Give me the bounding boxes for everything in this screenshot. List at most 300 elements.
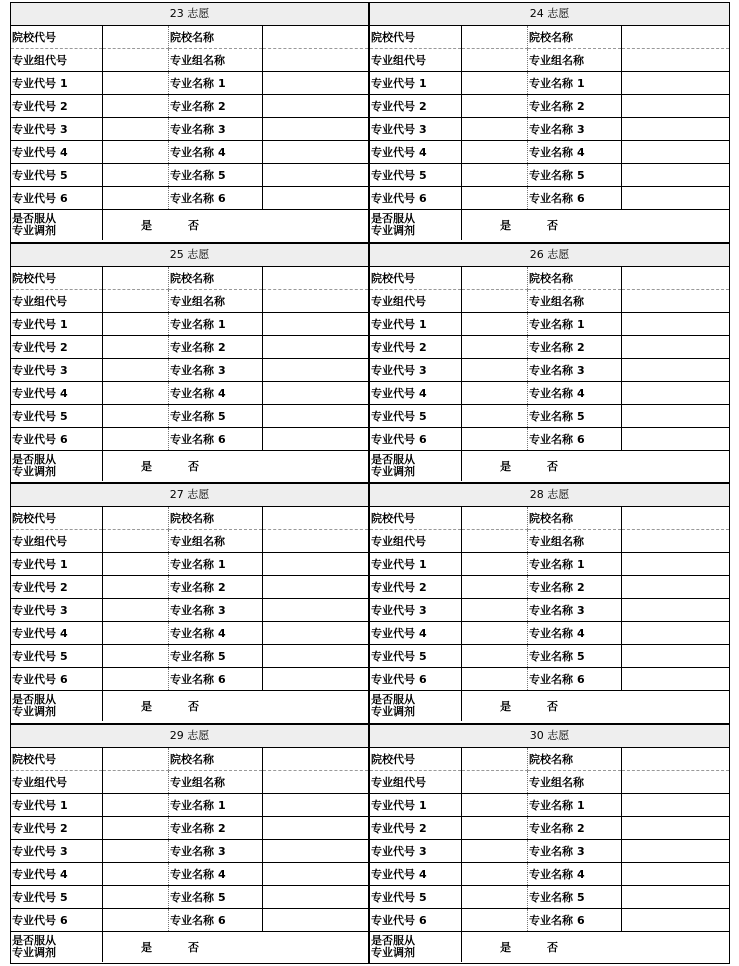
major-row — [11, 118, 368, 141]
major-code-field[interactable] — [462, 668, 528, 691]
major-name-field[interactable] — [263, 381, 369, 404]
major-code-field[interactable] — [462, 816, 528, 839]
major-code-field[interactable] — [462, 553, 528, 576]
major-code-field[interactable] — [462, 885, 528, 908]
group-row — [370, 770, 729, 793]
group-name-field[interactable] — [622, 770, 730, 793]
major-code-field[interactable] — [103, 404, 169, 427]
major-row — [11, 839, 368, 862]
major-name-prefix: 专业名称 — [170, 146, 214, 159]
school-code-field[interactable] — [103, 748, 169, 771]
major-name-prefix: 专业名称 — [529, 169, 573, 182]
major-index: 1 — [577, 798, 585, 812]
major-name-field[interactable] — [622, 908, 730, 931]
major-code-field[interactable] — [462, 312, 528, 335]
major-index: 2 — [577, 821, 585, 835]
major-name-field[interactable] — [263, 335, 369, 358]
wish-table — [11, 267, 368, 481]
major-code-field[interactable] — [103, 839, 169, 862]
school-row — [11, 507, 368, 530]
major-code-label — [11, 622, 103, 645]
major-code-label — [11, 187, 103, 210]
school-name-field[interactable] — [263, 748, 369, 771]
major-code-field[interactable] — [103, 622, 169, 645]
major-name-field[interactable] — [622, 164, 730, 187]
major-row — [11, 95, 368, 118]
major-code-prefix: 专业代号 — [12, 432, 56, 446]
major-name-field[interactable] — [622, 839, 730, 862]
major-code-field[interactable] — [103, 645, 169, 668]
major-row — [11, 885, 368, 908]
major-name-field[interactable] — [622, 599, 730, 622]
school-code-field[interactable] — [462, 507, 528, 530]
major-name-field[interactable] — [263, 839, 369, 862]
adjust-yes-option[interactable]: 是 — [500, 700, 511, 713]
major-name-field[interactable] — [622, 793, 730, 816]
major-name-label — [169, 622, 263, 645]
major-code-field[interactable] — [462, 164, 528, 187]
adjust-row — [11, 931, 368, 962]
adjust-row — [370, 210, 729, 241]
major-index: 1 — [218, 317, 226, 331]
major-row — [370, 427, 729, 450]
major-name-prefix: 专业名称 — [170, 363, 214, 377]
major-code-field[interactable] — [103, 312, 169, 335]
major-index: 3 — [577, 604, 585, 617]
major-name-field[interactable] — [263, 404, 369, 427]
school-name-field[interactable] — [622, 748, 730, 771]
major-name-prefix: 专业名称 — [529, 673, 573, 686]
major-name-field[interactable] — [263, 599, 369, 622]
major-index: 6 — [60, 192, 68, 205]
major-index: 2 — [218, 100, 226, 113]
major-index: 1 — [419, 558, 427, 571]
wish-title: 24 志愿 — [370, 3, 729, 26]
adjust-row — [370, 691, 729, 722]
group-name-field[interactable] — [263, 289, 369, 312]
major-index: 4 — [218, 386, 226, 400]
group-name-field[interactable] — [622, 49, 730, 72]
adjust-yes-option[interactable]: 是 — [141, 700, 152, 713]
school-code-field[interactable] — [462, 26, 528, 49]
adjust-no-option[interactable]: 否 — [547, 219, 558, 232]
major-name-field[interactable] — [622, 187, 730, 210]
major-code-field[interactable] — [103, 793, 169, 816]
school-row — [370, 507, 729, 530]
group-code-field[interactable] — [462, 49, 528, 72]
wish-block-8 — [370, 724, 730, 965]
major-index: 5 — [60, 409, 68, 423]
school-code-field[interactable] — [103, 267, 169, 290]
adjust-yes-option[interactable]: 是 — [141, 940, 152, 954]
major-code-field[interactable] — [462, 645, 528, 668]
group-code-label: 专业组代号 — [11, 530, 103, 553]
major-row — [370, 381, 729, 404]
major-name-field[interactable] — [622, 141, 730, 164]
major-code-label — [370, 187, 462, 210]
school-name-label: 院校名称 — [528, 507, 622, 530]
major-index: 5 — [577, 409, 585, 423]
major-name-prefix: 专业名称 — [170, 627, 214, 640]
major-name-field[interactable] — [263, 908, 369, 931]
major-code-prefix: 专业代号 — [371, 169, 415, 182]
adjust-row — [370, 450, 729, 481]
adjust-no-option[interactable]: 否 — [547, 459, 558, 473]
major-index: 1 — [419, 77, 427, 90]
major-index: 2 — [218, 581, 226, 594]
major-code-prefix: 专业代号 — [371, 650, 415, 663]
major-code-field[interactable] — [103, 118, 169, 141]
major-code-label — [370, 793, 462, 816]
major-name-field[interactable] — [263, 553, 369, 576]
major-index: 5 — [218, 890, 226, 904]
major-name-label — [528, 164, 622, 187]
major-code-prefix: 专业代号 — [12, 146, 56, 159]
major-index: 3 — [60, 604, 68, 617]
major-code-field[interactable] — [103, 358, 169, 381]
major-row — [11, 599, 368, 622]
major-code-field[interactable] — [103, 95, 169, 118]
major-code-field[interactable] — [462, 404, 528, 427]
major-code-prefix: 专业代号 — [371, 192, 415, 205]
major-code-label — [370, 576, 462, 599]
major-code-field[interactable] — [462, 141, 528, 164]
major-code-field[interactable] — [462, 358, 528, 381]
major-name-field[interactable] — [622, 72, 730, 95]
major-name-field[interactable] — [622, 427, 730, 450]
major-name-field[interactable] — [622, 885, 730, 908]
major-code-field[interactable] — [462, 427, 528, 450]
major-name-field[interactable] — [622, 312, 730, 335]
major-name-field[interactable] — [263, 885, 369, 908]
adjust-row — [11, 691, 368, 722]
major-code-field[interactable] — [103, 668, 169, 691]
adjust-label — [370, 931, 462, 962]
major-index: 4 — [60, 386, 68, 400]
major-name-field[interactable] — [263, 668, 369, 691]
adjust-label-line2: 专业调剂 — [371, 224, 415, 237]
major-name-label — [528, 553, 622, 576]
school-name-label: 院校名称 — [169, 26, 263, 49]
major-code-prefix: 专业代号 — [12, 867, 56, 881]
adjust-no-option[interactable]: 否 — [547, 940, 558, 954]
group-code-field[interactable] — [462, 770, 528, 793]
school-name-field[interactable] — [622, 507, 730, 530]
major-index: 4 — [60, 627, 68, 640]
major-name-label — [528, 404, 622, 427]
major-code-prefix: 专业代号 — [371, 673, 415, 686]
major-code-prefix: 专业代号 — [12, 363, 56, 377]
major-code-label — [11, 668, 103, 691]
major-name-label — [169, 816, 263, 839]
group-name-label: 专业组名称 — [169, 289, 263, 312]
wish-block-7 — [10, 724, 370, 965]
major-row — [370, 187, 729, 210]
school-name-field[interactable] — [622, 267, 730, 290]
major-code-field[interactable] — [103, 908, 169, 931]
major-name-field[interactable] — [263, 645, 369, 668]
major-index: 3 — [577, 844, 585, 858]
major-name-field[interactable] — [263, 427, 369, 450]
major-code-prefix: 专业代号 — [12, 340, 56, 354]
school-code-field[interactable] — [103, 26, 169, 49]
school-name-field[interactable] — [263, 507, 369, 530]
major-code-field[interactable] — [103, 72, 169, 95]
major-name-field[interactable] — [622, 645, 730, 668]
adjust-no-option[interactable]: 否 — [188, 219, 199, 232]
major-code-label — [370, 622, 462, 645]
major-name-field[interactable] — [622, 404, 730, 427]
major-name-prefix: 专业名称 — [170, 340, 214, 354]
major-name-label — [169, 72, 263, 95]
major-index: 5 — [218, 409, 226, 423]
major-index: 6 — [60, 432, 68, 446]
major-name-label — [528, 335, 622, 358]
major-index: 6 — [419, 673, 427, 686]
major-index: 6 — [218, 432, 226, 446]
adjust-no-option[interactable]: 否 — [188, 700, 199, 713]
major-name-field[interactable] — [622, 622, 730, 645]
major-code-field[interactable] — [103, 553, 169, 576]
school-code-label: 院校代号 — [11, 267, 103, 290]
adjust-no-option[interactable]: 否 — [188, 940, 199, 954]
major-index: 3 — [60, 123, 68, 136]
major-row — [370, 668, 729, 691]
adjust-row — [370, 931, 729, 962]
major-name-field[interactable] — [263, 164, 369, 187]
group-name-field[interactable] — [263, 49, 369, 72]
major-row — [370, 95, 729, 118]
major-index: 5 — [577, 169, 585, 182]
major-name-field[interactable] — [263, 622, 369, 645]
major-code-prefix: 专业代号 — [371, 363, 415, 377]
major-code-field[interactable] — [462, 72, 528, 95]
major-code-field[interactable] — [103, 427, 169, 450]
adjust-label-line2: 专业调剂 — [371, 705, 415, 718]
major-code-prefix: 专业代号 — [12, 317, 56, 331]
major-row — [370, 404, 729, 427]
major-row — [11, 187, 368, 210]
major-index: 6 — [577, 913, 585, 927]
major-index: 2 — [419, 340, 427, 354]
major-code-field[interactable] — [462, 381, 528, 404]
major-code-label — [11, 862, 103, 885]
group-code-field[interactable] — [462, 530, 528, 553]
major-code-field[interactable] — [103, 862, 169, 885]
wish-title: 27 志愿 — [11, 484, 368, 507]
major-index: 1 — [60, 558, 68, 571]
wish-block-2 — [370, 2, 730, 243]
group-code-field[interactable] — [103, 530, 169, 553]
major-code-field[interactable] — [103, 187, 169, 210]
major-index: 1 — [60, 77, 68, 90]
major-code-field[interactable] — [462, 622, 528, 645]
group-code-field[interactable] — [462, 289, 528, 312]
adjust-yes-option[interactable]: 是 — [141, 219, 152, 232]
major-name-prefix: 专业名称 — [529, 558, 573, 571]
major-index: 2 — [577, 340, 585, 354]
school-name-label: 院校名称 — [528, 26, 622, 49]
major-code-label — [370, 645, 462, 668]
school-code-field[interactable] — [462, 748, 528, 771]
major-name-field[interactable] — [622, 576, 730, 599]
wish-block-1 — [10, 2, 370, 243]
group-code-field[interactable] — [103, 289, 169, 312]
major-code-field[interactable] — [462, 118, 528, 141]
major-index: 5 — [60, 890, 68, 904]
school-name-field[interactable] — [622, 26, 730, 49]
major-name-prefix: 专业名称 — [529, 409, 573, 423]
major-name-field[interactable] — [263, 862, 369, 885]
major-name-field[interactable] — [263, 576, 369, 599]
group-name-field[interactable] — [622, 289, 730, 312]
major-code-field[interactable] — [462, 187, 528, 210]
adjust-choice — [462, 931, 730, 962]
adjust-label-line2: 专业调剂 — [371, 945, 415, 959]
major-index: 4 — [218, 146, 226, 159]
major-code-label — [370, 141, 462, 164]
major-index: 2 — [60, 100, 68, 113]
major-name-field[interactable] — [622, 668, 730, 691]
adjust-no-option[interactable]: 否 — [188, 459, 199, 473]
school-code-field[interactable] — [103, 507, 169, 530]
major-index: 6 — [218, 673, 226, 686]
major-code-field[interactable] — [462, 95, 528, 118]
adjust-label-line2: 专业调剂 — [12, 224, 56, 237]
major-code-field[interactable] — [462, 599, 528, 622]
major-code-prefix: 专业代号 — [371, 409, 415, 423]
major-name-field[interactable] — [263, 816, 369, 839]
adjust-label-line1: 是否服从 — [12, 693, 56, 706]
group-code-field[interactable] — [103, 49, 169, 72]
group-name-label: 专业组名称 — [528, 770, 622, 793]
adjust-choice — [103, 931, 369, 962]
school-name-label: 院校名称 — [528, 748, 622, 771]
major-code-field[interactable] — [462, 908, 528, 931]
school-code-label: 院校代号 — [370, 748, 462, 771]
major-code-prefix: 专业代号 — [371, 798, 415, 812]
major-row — [370, 839, 729, 862]
major-index: 3 — [577, 123, 585, 136]
major-name-field[interactable] — [263, 141, 369, 164]
major-name-prefix: 专业名称 — [170, 432, 214, 446]
major-code-label — [370, 404, 462, 427]
major-index: 6 — [218, 192, 226, 205]
major-name-label — [169, 404, 263, 427]
major-name-field[interactable] — [622, 335, 730, 358]
major-name-prefix: 专业名称 — [529, 432, 573, 446]
group-row — [11, 770, 368, 793]
major-name-field[interactable] — [622, 118, 730, 141]
major-code-field[interactable] — [462, 793, 528, 816]
major-row — [11, 164, 368, 187]
major-name-label — [169, 839, 263, 862]
major-name-field[interactable] — [622, 358, 730, 381]
major-code-field[interactable] — [462, 862, 528, 885]
major-code-field[interactable] — [462, 839, 528, 862]
major-index: 4 — [419, 386, 427, 400]
adjust-no-option[interactable]: 否 — [547, 700, 558, 713]
group-name-field[interactable] — [263, 530, 369, 553]
major-name-field[interactable] — [622, 381, 730, 404]
major-code-field[interactable] — [103, 335, 169, 358]
major-index: 6 — [419, 913, 427, 927]
school-name-field[interactable] — [263, 267, 369, 290]
major-code-field[interactable] — [103, 816, 169, 839]
school-name-label: 院校名称 — [169, 267, 263, 290]
school-name-field[interactable] — [263, 26, 369, 49]
adjust-yes-option[interactable]: 是 — [141, 459, 152, 473]
major-code-label — [11, 404, 103, 427]
major-name-label — [528, 793, 622, 816]
major-code-field[interactable] — [103, 885, 169, 908]
major-name-field[interactable] — [622, 816, 730, 839]
adjust-label-line1: 是否服从 — [371, 212, 415, 225]
school-code-field[interactable] — [462, 267, 528, 290]
group-code-field[interactable] — [103, 770, 169, 793]
major-row — [11, 816, 368, 839]
major-code-field[interactable] — [103, 164, 169, 187]
major-name-field[interactable] — [622, 95, 730, 118]
major-name-field[interactable] — [622, 862, 730, 885]
group-name-field[interactable] — [263, 770, 369, 793]
major-code-prefix: 专业代号 — [371, 386, 415, 400]
major-code-field[interactable] — [462, 576, 528, 599]
adjust-label — [11, 931, 103, 962]
major-code-field[interactable] — [103, 141, 169, 164]
school-code-label: 院校代号 — [370, 26, 462, 49]
adjust-yes-option[interactable]: 是 — [500, 459, 511, 473]
major-code-label — [370, 381, 462, 404]
major-index: 5 — [419, 890, 427, 904]
major-name-prefix: 专业名称 — [170, 798, 214, 812]
major-name-field[interactable] — [263, 358, 369, 381]
major-code-prefix: 专业代号 — [12, 604, 56, 617]
major-name-field[interactable] — [263, 95, 369, 118]
major-code-field[interactable] — [103, 576, 169, 599]
major-name-field[interactable] — [263, 312, 369, 335]
adjust-yes-option[interactable]: 是 — [500, 219, 511, 232]
major-name-prefix: 专业名称 — [170, 650, 214, 663]
major-name-field[interactable] — [622, 553, 730, 576]
adjust-choice — [103, 210, 369, 241]
major-name-label — [169, 862, 263, 885]
major-index: 6 — [218, 913, 226, 927]
major-name-label — [169, 335, 263, 358]
major-code-field[interactable] — [462, 335, 528, 358]
group-name-field[interactable] — [622, 530, 730, 553]
wish-title: 26 志愿 — [370, 244, 729, 267]
major-name-field[interactable] — [263, 187, 369, 210]
major-name-prefix: 专业名称 — [170, 317, 214, 331]
adjust-label — [11, 691, 103, 722]
major-name-prefix: 专业名称 — [529, 627, 573, 640]
adjust-yes-option[interactable]: 是 — [500, 940, 511, 954]
major-index: 4 — [218, 867, 226, 881]
group-code-label: 专业组代号 — [370, 530, 462, 553]
major-name-label — [528, 358, 622, 381]
major-code-field[interactable] — [103, 381, 169, 404]
major-code-prefix: 专业代号 — [12, 192, 56, 205]
major-name-field[interactable] — [263, 118, 369, 141]
major-code-field[interactable] — [103, 599, 169, 622]
major-code-prefix: 专业代号 — [371, 844, 415, 858]
major-row — [370, 141, 729, 164]
major-name-prefix: 专业名称 — [529, 100, 573, 113]
major-name-field[interactable] — [263, 793, 369, 816]
major-index: 6 — [60, 913, 68, 927]
major-name-field[interactable] — [263, 72, 369, 95]
